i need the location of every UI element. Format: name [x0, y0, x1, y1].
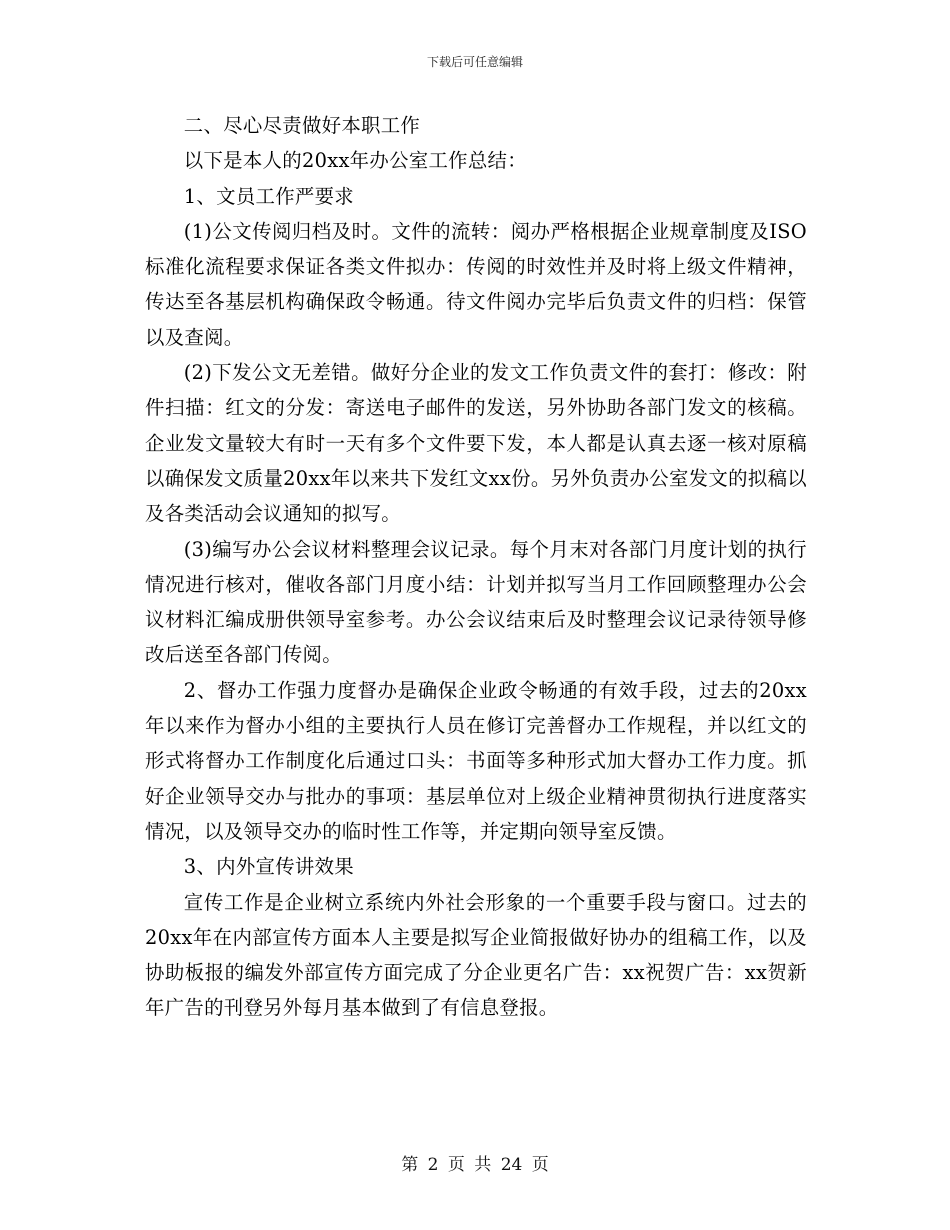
paragraph-meeting-materials: (3)编写办公会议材料整理会议记录。每个月末对各部门月度计划的执行情况进行核对，催收各部门月度小结：计划并拟写当月工作回顾整理办公会议材料汇编成册供领导室参考。办公会议结束后及时整理会议记录待领导修改后送至各部门传阅。 [145, 537, 807, 667]
document-body [145, 108, 807, 1026]
subheading-publicity: 3、内外宣传讲效果 [183, 855, 354, 879]
section-heading-duties: 二、尽心尽责做好本职工作 [183, 114, 421, 137]
page-footer: 第 2 页 共 24 页 [401, 1155, 549, 1175]
paragraph-supervision: 2、督办工作强力度督办是确保企业政令畅通的有效手段，过去的20xx年以来作为督办小组的主要执行人员在修订完善督办工作规程，并以红文的形式将督办工作制度化后通过口头：书面等多种形式加大督办工作力度。抓好企业领导交办与批办的事项：基层单位对上级企业精神贯彻执行进度落实情况，以及领导交办的临时性工作等，并定期向领导室反馈。 [145, 678, 807, 843]
intro-line: 以下是本人的20xx年办公室工作总结： [183, 149, 527, 173]
page-header: 下载后可任意编辑 [426, 55, 523, 69]
subheading-clerk-work: 1、文员工作严要求 [183, 184, 354, 208]
paragraph-publicity: 宣传工作是企业树立系统内外社会形象的一个重要手段与窗口。过去的20xx年在内部宣传方面本人主要是拟写企业简报做好协办的组稿工作，以及协助板报的编发外部宣传方面完成了分企业更名广告：xx祝贺广告：xx贺新年广告的刊登另外每月基本做到了有信息登报。 [145, 890, 807, 1020]
paragraph-document-issuing: (2)下发公文无差错。做好分企业的发文工作负责文件的套打：修改：附件扫描：红文的分发：寄送电子邮件的发送，另外协助各部门发文的核稿。企业发文量较大有时一天有多个文件要下发，本人都是认真去逐一核对原稿以确保发文质量20xx年以来共下发红文xx份。另外负责办公室发文的拟稿以及各类活动会议通知的拟写。 [145, 361, 807, 526]
paragraph-document-circulation: (1)公文传阅归档及时。文件的流转：阅办严格根据企业规章制度及ISO标准化流程要求保证各类文件拟办：传阅的时效性并及时将上级文件精神，传达至各基层机构确保政令畅通。待文件阅办完毕后负责文件的归档：保管以及查阅。 [145, 219, 807, 349]
